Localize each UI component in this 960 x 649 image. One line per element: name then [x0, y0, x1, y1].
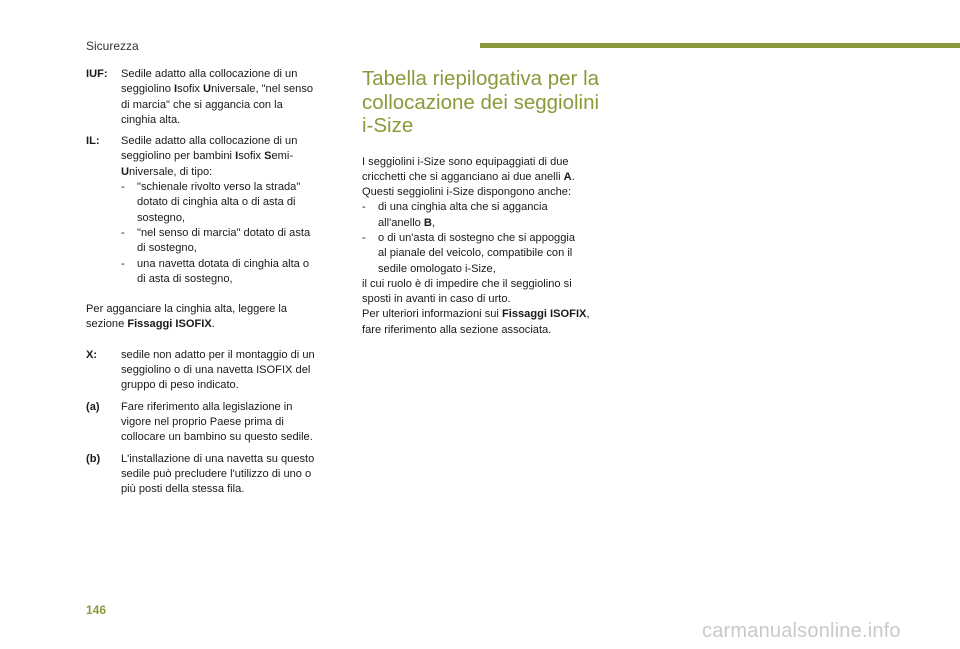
page-number: 146	[86, 603, 107, 617]
text-line: di marcia" che si aggancia con la	[121, 98, 283, 111]
isofix-reference: Fissaggi ISOFIX	[501, 308, 587, 321]
list-item: - di una cinghia alta che si aggancia all'anello B,	[362, 201, 548, 229]
text-line: seggiolino per bambini Isofix Semi-	[121, 150, 294, 163]
definition-term: IL:	[86, 135, 100, 148]
section-heading: Tabella riepilogativa per la collocazione dei seggiolini i-Size	[362, 67, 600, 137]
definition-text: Fare riferimento alla legislazione in vigore nel proprio Paese prima di collocare un bambino su questo sedile.	[121, 400, 313, 444]
list-item: - "nel senso di marcia" dotato di asta di sostegno,	[121, 226, 311, 255]
list-item: - una navetta dotata di cinghia alta o di asta di sostegno,	[121, 257, 310, 285]
definition-text	[121, 67, 338, 128]
list-item: - "schienale rivolto verso la strada" dotato di cinghia alta o di asta di sostegno,	[121, 181, 301, 224]
definition-term: X:	[86, 348, 98, 361]
definition-text	[121, 134, 338, 287]
section-title: Sicurezza	[86, 39, 139, 53]
definition-x	[86, 348, 338, 394]
definition-a	[86, 400, 338, 446]
definition-il	[86, 134, 338, 287]
definition-b	[86, 452, 338, 498]
definition-term: (b)	[86, 452, 101, 465]
isize-paragraph: I seggiolini i-Size sono equipaggiati di due cricchetti che si agganciano ai due anelli A. Questi seggiolini i-Size dispongono anche: - di una cinghia alta che si aggancia all'anello B, - o di un'asta di sostegno che si appoggia al pianale del veicolo, compatibile con il sedile omologato i-Size, il cui ruolo è di impedire che il seggiolino si sposti in avanti in caso di urto. Per ulteriori informazioni sui Fissaggi ISOFIX, fare riferimento alla sezione associata.	[362, 155, 624, 339]
isofix-reference: Fissaggi ISOFIX	[127, 318, 212, 331]
text-line: seggiolino Isofix Universale, "nel senso	[121, 83, 314, 96]
left-column	[86, 67, 338, 497]
text-line: Sedile adatto alla collocazione di un	[121, 135, 298, 148]
right-column	[362, 67, 624, 338]
text-line: Sedile adatto alla collocazione di un	[121, 68, 298, 80]
text-line: Universale, di tipo:	[121, 165, 213, 178]
list-item: - o di un'asta di sostegno che si appoggia al pianale del veicolo, compatibile con il sedile omologato i-Size,	[362, 231, 576, 275]
definition-term: (a)	[86, 400, 100, 413]
watermark-text: carmanualsonline.info	[702, 620, 901, 642]
tether-paragraph: Per agganciare la cinghia alta, leggere la sezione Fissaggi ISOFIX.	[86, 303, 288, 331]
definition-text: L'installazione di una navetta su questo sedile può precludere l'utilizzo di uno o più posti della stessa fila.	[121, 452, 315, 496]
definition-iuf	[86, 67, 338, 128]
text-line: cinghia alta.	[121, 113, 181, 126]
definition-text: sedile non adatto per il montaggio di un seggiolino o di una navetta ISOFIX del gruppo di peso indicato.	[121, 348, 315, 392]
definition-term: IUF:	[86, 68, 108, 80]
header-accent-bar	[480, 43, 960, 48]
